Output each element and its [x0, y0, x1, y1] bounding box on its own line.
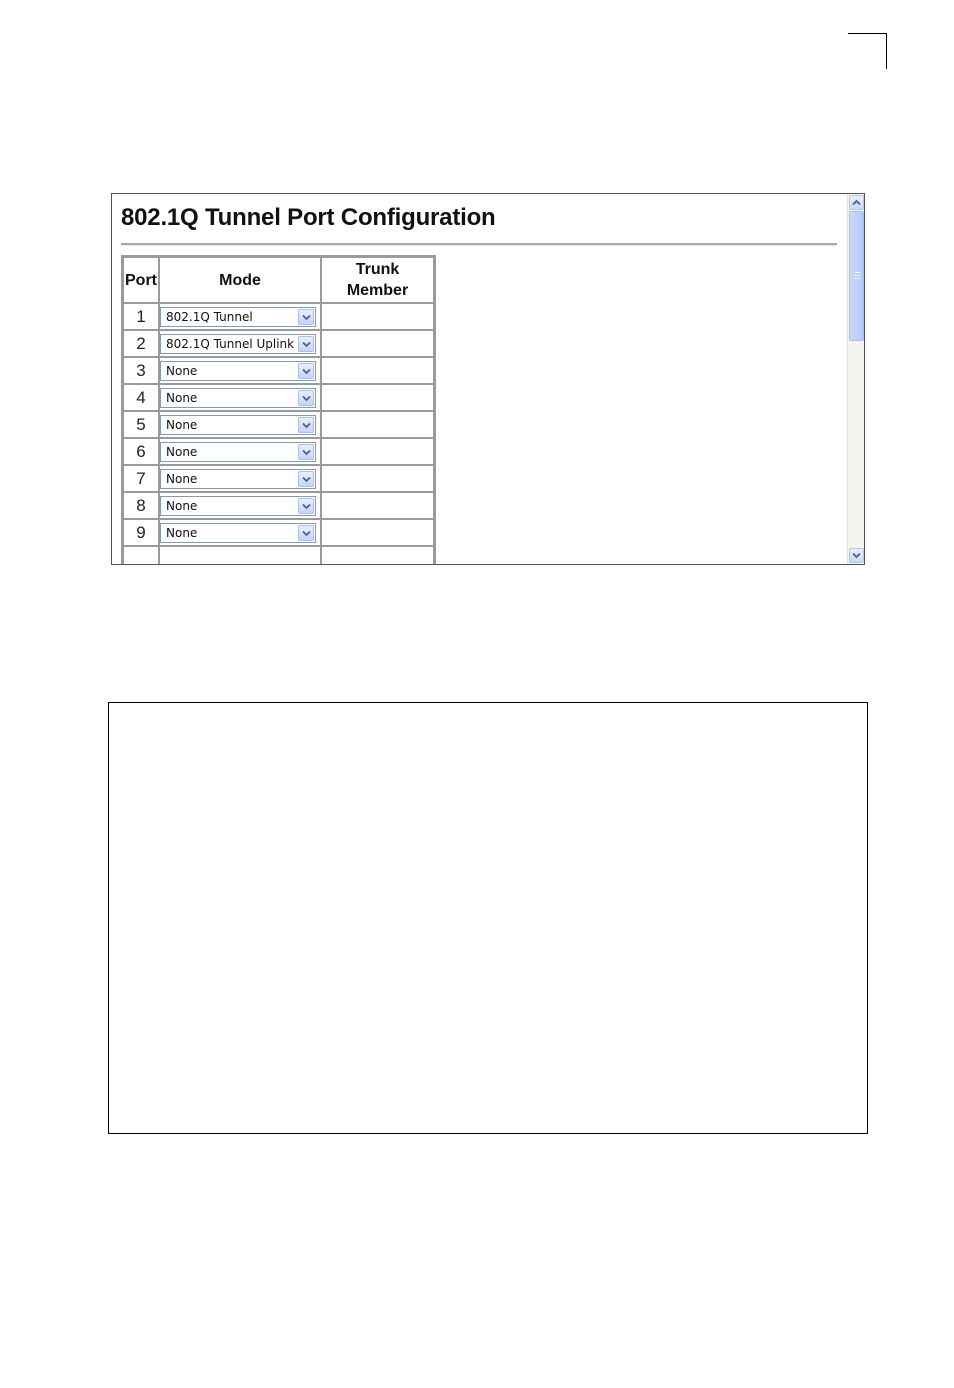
trunk-member-cell: [321, 357, 434, 384]
table-body: [123, 303, 434, 564]
page-corner-mark: [848, 33, 887, 69]
port-number: 7: [123, 465, 159, 492]
mode-cell: [159, 384, 321, 411]
mode-select[interactable]: [160, 388, 316, 408]
trunk-member-column-header: [321, 257, 434, 303]
trunk-member-cell: [321, 492, 434, 519]
page-content: [112, 194, 847, 564]
scroll-up-button[interactable]: [849, 195, 864, 210]
chevron-down-icon: [302, 476, 311, 483]
dropdown-button[interactable]: [298, 471, 314, 487]
chevron-down-icon: [852, 552, 861, 559]
trunk-member-cell: [321, 465, 434, 492]
mode-select-value: None: [166, 363, 198, 378]
dropdown-button[interactable]: [298, 390, 314, 406]
mode-select-value: 802.1Q Tunnel: [166, 309, 253, 324]
mode-cell: [159, 438, 321, 465]
scroll-thumb-grip: [854, 272, 860, 279]
dropdown-button[interactable]: [298, 525, 314, 541]
trunk-member-cell: [321, 411, 434, 438]
mode-select-value: None: [166, 417, 198, 432]
chevron-down-icon: [302, 503, 311, 510]
title-divider: [121, 243, 837, 246]
mode-cell: [159, 411, 321, 438]
mode-column-header: Mode: [159, 257, 321, 303]
table-row: [123, 438, 434, 465]
trunk-member-cell: [321, 438, 434, 465]
mode-select[interactable]: [160, 523, 316, 543]
chevron-down-icon: [302, 341, 311, 348]
chevron-down-icon: [302, 314, 311, 321]
mode-select[interactable]: [160, 442, 316, 462]
dropdown-button[interactable]: [298, 336, 314, 352]
trunk-member-cell: [321, 303, 434, 330]
table-row: [123, 303, 434, 330]
mode-select[interactable]: [160, 469, 316, 489]
chevron-down-icon: [302, 530, 311, 537]
mode-select-value: None: [166, 390, 198, 405]
page-title: 802.1Q Tunnel Port Configuration: [121, 204, 496, 231]
port-number: 1: [123, 303, 159, 330]
mode-select[interactable]: [160, 361, 316, 381]
mode-select-value: None: [166, 525, 198, 540]
trunk-header-line1: Trunk: [355, 261, 400, 278]
mode-select[interactable]: [160, 307, 316, 327]
trunk-member-cell: [321, 330, 434, 357]
port-number: 8: [123, 492, 159, 519]
empty-content-box: [108, 702, 868, 1134]
table-row: [123, 492, 434, 519]
dropdown-button[interactable]: [298, 417, 314, 433]
mode-select-value: 802.1Q Tunnel Uplink: [166, 336, 295, 351]
mode-select[interactable]: [160, 334, 316, 354]
port-number: 2: [123, 330, 159, 357]
mode-cell: [159, 357, 321, 384]
mode-cell: [159, 492, 321, 519]
table-row: [123, 330, 434, 357]
tunnel-port-table: [121, 255, 436, 564]
chevron-down-icon: [302, 368, 311, 375]
table-row: [123, 384, 434, 411]
mode-cell: [159, 519, 321, 546]
partial-cell: [321, 546, 434, 564]
mode-cell: [159, 330, 321, 357]
mode-select-value: None: [166, 498, 198, 513]
trunk-member-cell: [321, 519, 434, 546]
browser-viewport: [111, 193, 865, 565]
chevron-down-icon: [302, 395, 311, 402]
partial-cell: [159, 546, 321, 564]
partial-cell: [123, 546, 159, 564]
chevron-down-icon: [302, 422, 311, 429]
table-row: [123, 519, 434, 546]
dropdown-button[interactable]: [298, 498, 314, 514]
table-row: [123, 411, 434, 438]
mode-select[interactable]: [160, 415, 316, 435]
port-number: 4: [123, 384, 159, 411]
mode-cell: [159, 465, 321, 492]
scroll-thumb[interactable]: [849, 211, 864, 341]
table-row-partial: [123, 546, 434, 564]
table-row: [123, 357, 434, 384]
dropdown-button[interactable]: [298, 363, 314, 379]
trunk-header-line2: Member: [346, 282, 409, 299]
mode-select[interactable]: [160, 496, 316, 516]
mode-cell: [159, 303, 321, 330]
mode-select-value: None: [166, 471, 198, 486]
dropdown-button[interactable]: [298, 309, 314, 325]
chevron-down-icon: [302, 449, 311, 456]
trunk-member-cell: [321, 384, 434, 411]
port-column-header: Port: [123, 257, 159, 303]
port-number: 9: [123, 519, 159, 546]
port-number: 6: [123, 438, 159, 465]
mode-select-value: None: [166, 444, 198, 459]
dropdown-button[interactable]: [298, 444, 314, 460]
table-header-row: [123, 257, 434, 303]
port-number: 5: [123, 411, 159, 438]
vertical-scrollbar[interactable]: [847, 194, 864, 564]
port-number: 3: [123, 357, 159, 384]
chevron-up-icon: [852, 199, 861, 206]
table-row: [123, 465, 434, 492]
scroll-down-button[interactable]: [849, 548, 864, 563]
